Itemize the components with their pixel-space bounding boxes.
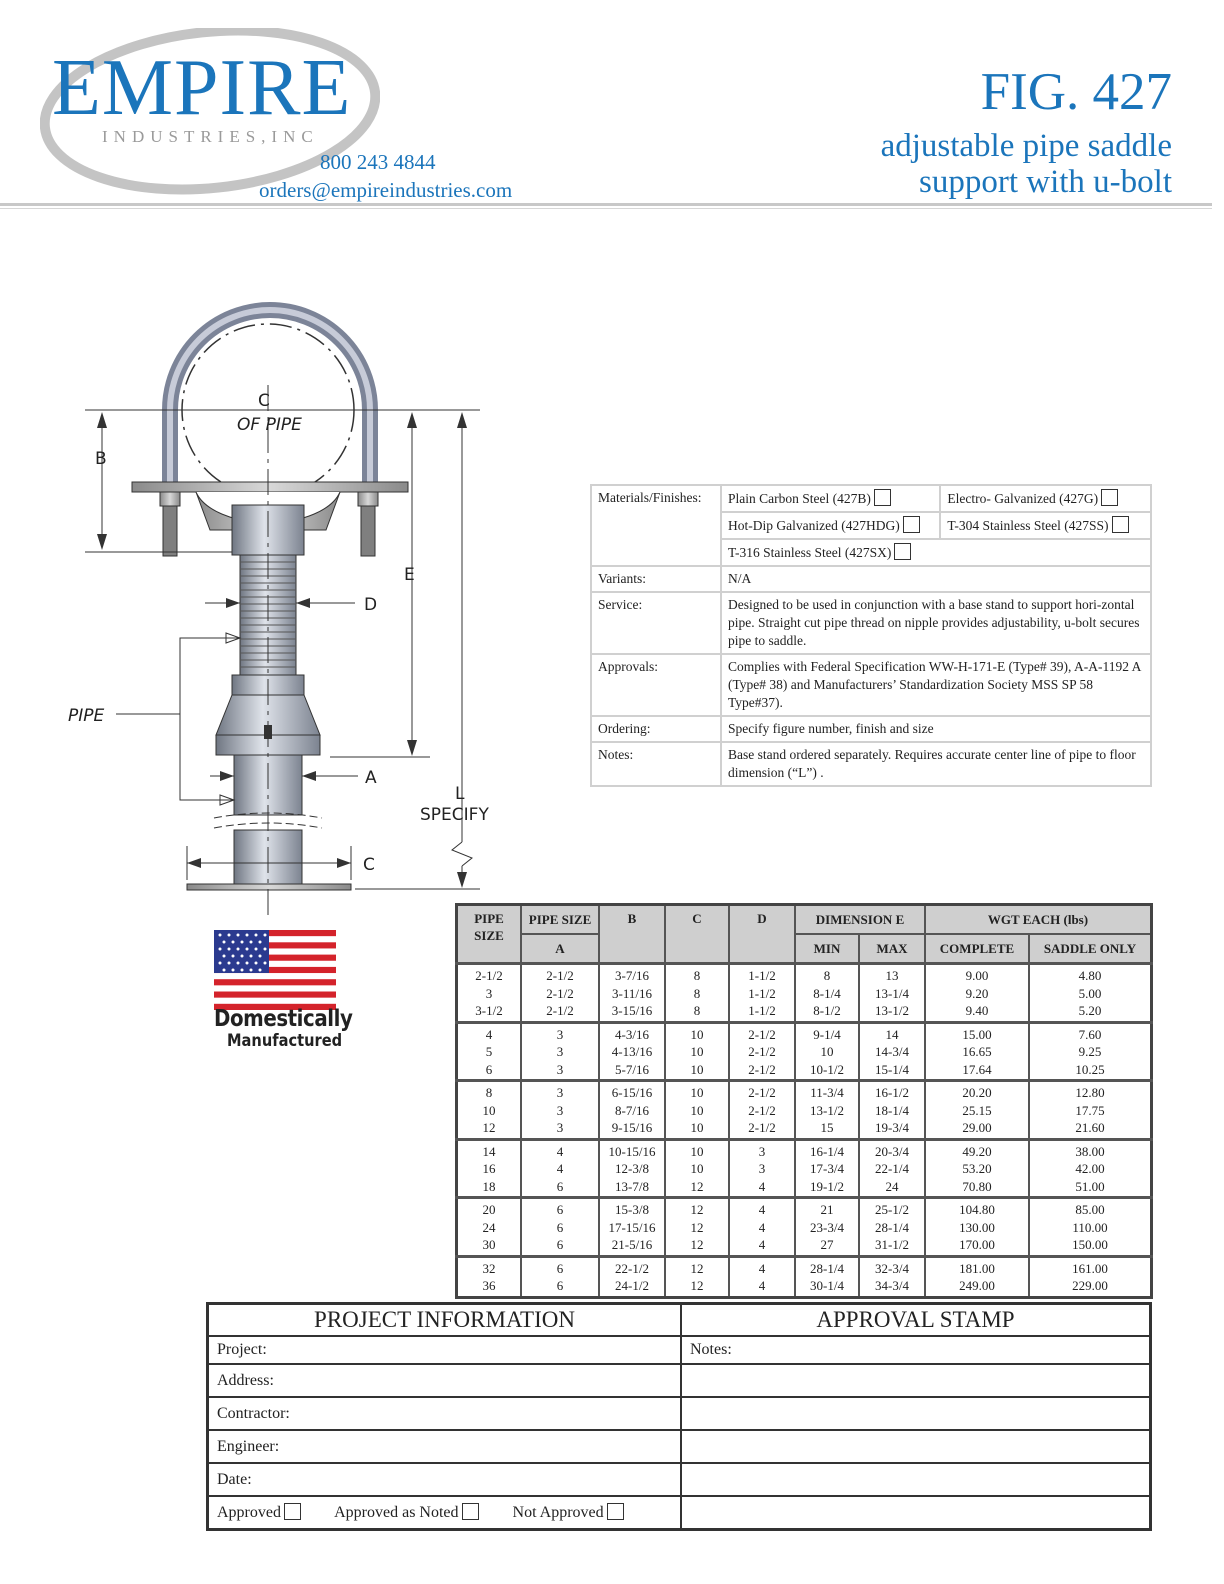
materials-table: [590, 484, 1152, 787]
stamp-area: [681, 1364, 1151, 1397]
approvals-label: Approvals:: [591, 654, 721, 716]
approved-as-noted-checkbox[interactable]: [462, 1503, 479, 1520]
header-pipe-size-text: PIPE SIZE: [474, 911, 504, 943]
table-row: [457, 1198, 1152, 1257]
variants-value: N/A: [721, 566, 1151, 592]
table-cell-size: 2-1/2 3 3-1/2: [457, 964, 522, 1023]
header-divider: [0, 203, 1212, 206]
table-cell-a: 3 3 3: [521, 1022, 599, 1081]
table-cell-saddle: 161.00 229.00: [1029, 1256, 1152, 1297]
centerline-symbol: C: [258, 391, 270, 411]
header-dimension-e: DIMENSION E: [795, 905, 925, 935]
stamp-area: [681, 1397, 1151, 1430]
table-cell-max: 16-1/2 18-1/4 19-3/4: [859, 1081, 925, 1140]
ordering-label: Ordering:: [591, 716, 721, 742]
table-row: [457, 1256, 1152, 1297]
table-row: [457, 1139, 1152, 1198]
company-subtitle: INDUSTRIES,INC: [102, 127, 319, 146]
project-field[interactable]: Project:: [208, 1336, 682, 1364]
table-cell-min: 8 8-1/4 8-1/2: [795, 964, 859, 1023]
table-cell-saddle: 7.60 9.25 10.25: [1029, 1022, 1152, 1081]
material-checkbox[interactable]: [874, 489, 891, 506]
material-option-label: T-304 Stainless Steel (427SS): [947, 518, 1109, 533]
material-option-label: Hot-Dip Galvanized (427HDG): [728, 518, 900, 533]
pipe-saddle-drawing: [60, 300, 500, 930]
table-cell-d: 3 3 4: [729, 1139, 795, 1198]
table-row: [457, 1022, 1152, 1081]
table-cell-complete: 181.00 249.00: [925, 1256, 1029, 1297]
notes-value: Base stand ordered separately. Requires accurate center line of pipe to floor dimension (“L”) .: [721, 742, 1151, 786]
dim-label-d: D: [364, 595, 378, 615]
figure-subtitle: [881, 128, 1172, 200]
approval-status-row: [208, 1496, 682, 1530]
dimensions-table: [455, 903, 1153, 1299]
engineer-field[interactable]: Engineer:: [208, 1430, 682, 1463]
material-option-label: Electro- Galvanized (427G): [947, 491, 1099, 506]
table-cell-d: 2-1/2 2-1/2 2-1/2: [729, 1081, 795, 1140]
table-cell-b: 6-15/16 8-7/16 9-15/16: [599, 1081, 665, 1140]
table-cell-saddle: 12.80 17.75 21.60: [1029, 1081, 1152, 1140]
table-row: [457, 964, 1152, 1023]
table-cell-min: 11-3/4 13-1/2 15: [795, 1081, 859, 1140]
approval-stamp-title: APPROVAL STAMP: [681, 1304, 1151, 1337]
table-cell-d: 4 4: [729, 1256, 795, 1297]
table-cell-b: 10-15/16 12-3/8 13-7/8: [599, 1139, 665, 1198]
table-cell-max: 14 14-3/4 15-1/4: [859, 1022, 925, 1081]
table-cell-a: 6 6 6: [521, 1198, 599, 1257]
approved-checkbox[interactable]: [284, 1503, 301, 1520]
table-cell-size: 20 24 30: [457, 1198, 522, 1257]
table-cell-a: 2-1/2 2-1/2 2-1/2: [521, 964, 599, 1023]
table-cell-size: 32 36: [457, 1256, 522, 1297]
company-logo: EMPIRE: [52, 44, 352, 132]
table-cell-b: 15-3/8 17-15/16 21-5/16: [599, 1198, 665, 1257]
notes-label: Notes:: [591, 742, 721, 786]
table-cell-min: 9-1/4 10 10-1/2: [795, 1022, 859, 1081]
table-cell-b: 4-3/16 4-13/16 5-7/16: [599, 1022, 665, 1081]
table-cell-saddle: 85.00 110.00 150.00: [1029, 1198, 1152, 1257]
material-checkbox[interactable]: [1112, 516, 1129, 533]
table-cell-complete: 9.00 9.20 9.40: [925, 964, 1029, 1023]
not-approved-checkbox[interactable]: [607, 1503, 624, 1520]
table-cell-size: 14 16 18: [457, 1139, 522, 1198]
header-pipe-size: [457, 905, 522, 964]
table-row: [457, 1081, 1152, 1140]
material-checkbox[interactable]: [1101, 489, 1118, 506]
table-cell-c: 10 10 10: [665, 1022, 729, 1081]
header-complete: COMPLETE: [925, 934, 1029, 964]
header-saddle-only: SADDLE ONLY: [1029, 934, 1152, 964]
material-checkbox[interactable]: [903, 516, 920, 533]
material-option: [940, 485, 1151, 512]
dim-label-l: L: [455, 784, 465, 804]
table-cell-d: 4 4 4: [729, 1198, 795, 1257]
table-cell-complete: 20.20 25.15 29.00: [925, 1081, 1029, 1140]
table-cell-d: 1-1/2 1-1/2 1-1/2: [729, 964, 795, 1023]
approvals-value: Complies with Federal Specification WW-H-171-E (Type# 39), A-A-1192 A (Type# 38) and Manufacturers’ Standardization Society MSS SP 58 Type#37).: [721, 654, 1151, 716]
header-divider-thin: [0, 208, 1212, 209]
notes-field[interactable]: Notes:: [681, 1336, 1151, 1364]
header-pipe-size-a: PIPE SIZE: [521, 905, 599, 935]
table-cell-a: 4 4 6: [521, 1139, 599, 1198]
table-cell-complete: 49.20 53.20 70.80: [925, 1139, 1029, 1198]
figure-subtitle-line-1: adjustable pipe saddle: [880, 128, 1172, 164]
project-info-table: [206, 1302, 1152, 1531]
header-b: B: [599, 905, 665, 964]
materials-label: Materials/Finishes:: [591, 485, 721, 566]
table-cell-c: 8 8 8: [665, 964, 729, 1023]
table-cell-saddle: 38.00 42.00 51.00: [1029, 1139, 1152, 1198]
pipe-label: PIPE: [68, 706, 105, 726]
approved-as-noted-label: Approved as Noted: [334, 1504, 459, 1521]
stamp-area: [681, 1463, 1151, 1496]
table-cell-b: 3-7/16 3-11/16 3-15/16: [599, 964, 665, 1023]
table-cell-max: 32-3/4 34-3/4: [859, 1256, 925, 1297]
header-weight: WGT EACH (lbs): [925, 905, 1152, 935]
table-cell-a: 6 6: [521, 1256, 599, 1297]
table-cell-max: 20-3/4 22-1/4 24: [859, 1139, 925, 1198]
table-cell-c: 10 10 10: [665, 1081, 729, 1140]
table-cell-c: 12 12 12: [665, 1198, 729, 1257]
dim-label-e: E: [404, 565, 415, 585]
table-cell-min: 16-1/4 17-3/4 19-1/2: [795, 1139, 859, 1198]
table-cell-min: 21 23-3/4 27: [795, 1198, 859, 1257]
badge-line-1: Domestically: [214, 1006, 353, 1032]
header-d: D: [729, 905, 795, 964]
specify-label: SPECIFY: [420, 805, 489, 825]
table-cell-size: 4 5 6: [457, 1022, 522, 1081]
table-cell-min: 28-1/4 30-1/4: [795, 1256, 859, 1297]
table-cell-size: 8 10 12: [457, 1081, 522, 1140]
header-max: MAX: [859, 934, 925, 964]
stamp-area: [681, 1496, 1151, 1530]
phone-number: 800 243 4844: [320, 150, 436, 174]
dim-label-b: B: [95, 449, 107, 469]
variants-label: Variants:: [591, 566, 721, 592]
material-option-label: T-316 Stainless Steel (427SX): [728, 545, 892, 560]
not-approved-label: Not Approved: [512, 1504, 604, 1521]
dim-label-a: A: [365, 768, 377, 788]
material-option: [940, 512, 1151, 539]
header-c: C: [665, 905, 729, 964]
material-option: [721, 539, 1151, 566]
table-cell-max: 13 13-1/4 13-1/2: [859, 964, 925, 1023]
material-option-label: Plain Carbon Steel (427B): [728, 491, 871, 506]
material-option: [721, 485, 940, 512]
header-a: A: [521, 934, 599, 964]
us-flag-icon: [214, 930, 336, 1010]
material-option: [721, 512, 940, 539]
table-cell-c: 12 12: [665, 1256, 729, 1297]
figure-subtitle-line-2: support with u-bolt: [919, 164, 1172, 200]
centerline-label: OF PIPE: [237, 415, 302, 435]
address-field[interactable]: Address:: [208, 1364, 682, 1397]
service-value: Designed to be used in conjunction with a base stand to support hori-zontal pipe. Straight cut pipe thread on nipple provides adjustability, u-bolt secures pipe to saddle.: [721, 592, 1151, 654]
ordering-value: Specify figure number, finish and size: [721, 716, 1151, 742]
table-cell-complete: 104.80 130.00 170.00: [925, 1198, 1029, 1257]
figure-title: FIG. 427: [980, 63, 1172, 121]
table-cell-saddle: 4.80 5.00 5.20: [1029, 964, 1152, 1023]
contractor-field[interactable]: Contractor:: [208, 1397, 682, 1430]
dim-label-c: C: [363, 855, 375, 875]
header-min: MIN: [795, 934, 859, 964]
project-info-title: PROJECT INFORMATION: [208, 1304, 682, 1337]
table-cell-max: 25-1/2 28-1/4 31-1/2: [859, 1198, 925, 1257]
table-cell-d: 2-1/2 2-1/2 2-1/2: [729, 1022, 795, 1081]
table-cell-b: 22-1/2 24-1/2: [599, 1256, 665, 1297]
table-cell-c: 10 10 12: [665, 1139, 729, 1198]
badge-line-2: Manufactured: [227, 1031, 343, 1051]
email-address[interactable]: orders@empireindustries.com: [259, 178, 513, 202]
approved-label: Approved: [217, 1504, 281, 1521]
table-cell-a: 3 3 3: [521, 1081, 599, 1140]
date-field[interactable]: Date:: [208, 1463, 682, 1496]
stamp-area: [681, 1430, 1151, 1463]
table-cell-complete: 15.00 16.65 17.64: [925, 1022, 1029, 1081]
material-checkbox[interactable]: [894, 543, 911, 560]
service-label: Service:: [591, 592, 721, 654]
